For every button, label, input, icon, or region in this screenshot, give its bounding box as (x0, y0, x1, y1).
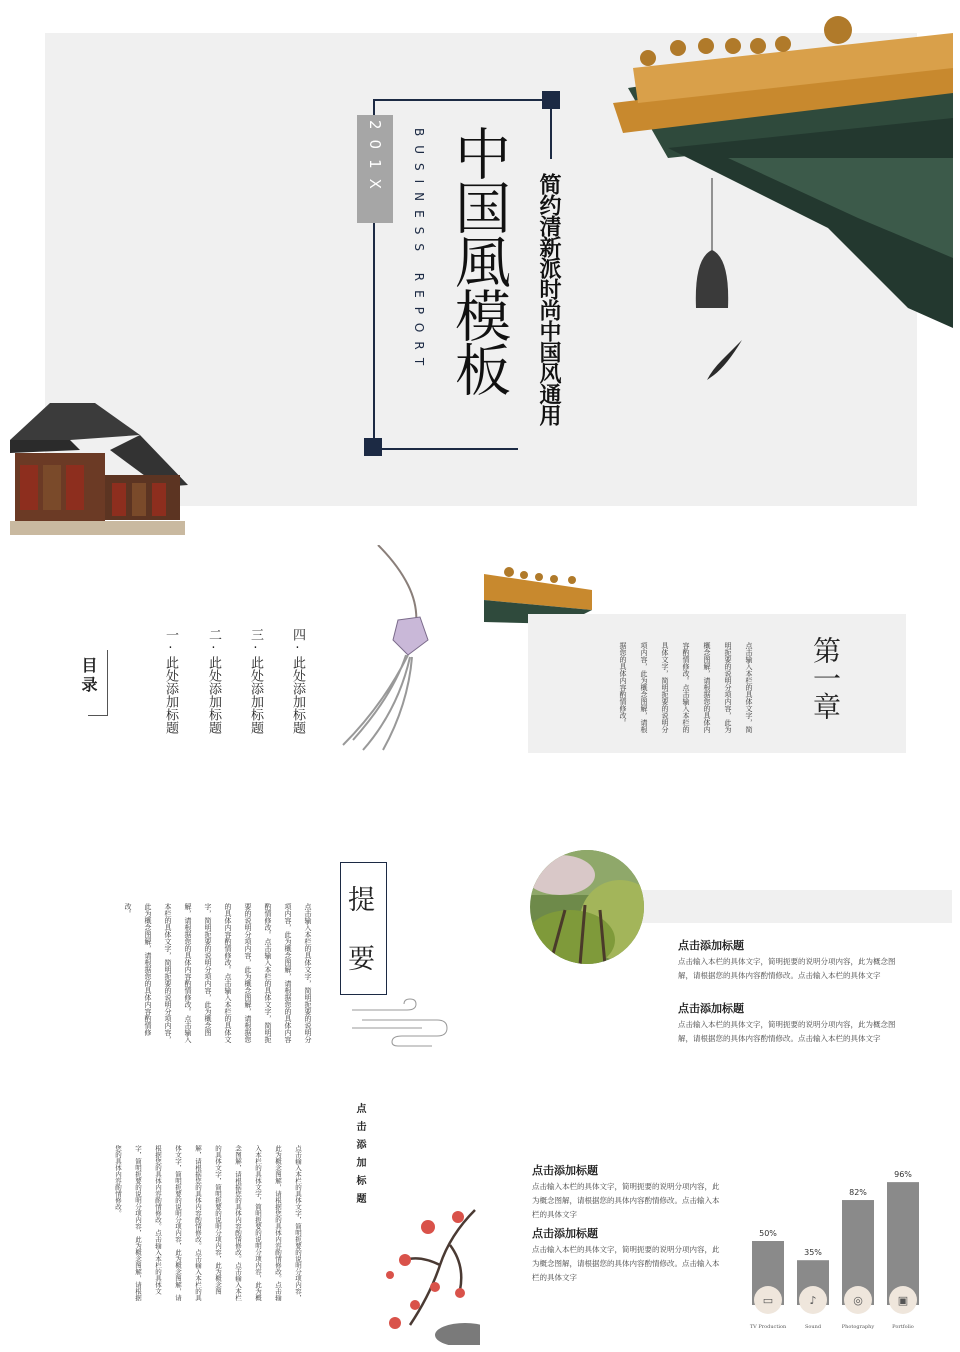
circle-item-1-text: 点击输入本栏的具体文字，简明扼要的说明分项内容，此为概念图解，请根据您的具体内容酌情修改。点击输入本栏的具体文字 (678, 957, 896, 980)
chart-item-2-text: 点击输入本栏的具体文字，简明扼要的说明分项内容，此为概念图解，请根据您的具体内容酌情修改。点击输入本栏的具体文字 (532, 1245, 720, 1282)
bar-category-label-2: Photography (841, 1324, 875, 1330)
frame-square-bottom (364, 438, 382, 456)
bar-value-label-3: 96% (894, 1170, 912, 1180)
chapter-title: 第一章 (809, 636, 842, 720)
cover-title: 中国風模板 (446, 125, 511, 395)
chart-item-2-title: 点击添加标题 (532, 1227, 598, 1240)
year-text: 201X (366, 120, 384, 199)
cloud-swirl-icon (352, 998, 462, 1048)
bar-category-label-0: TV Production (749, 1324, 787, 1330)
blossom-section-title: 点击添加标题 (354, 1103, 365, 1211)
bar-value-label-1: 35% (804, 1248, 822, 1258)
business-report-text: BUSINESS REPORT (412, 128, 426, 375)
frame-square-top (542, 91, 560, 109)
contents-item-2[interactable]: 二·此处添加标题 (206, 628, 221, 734)
blossom-tree-photo (530, 850, 645, 965)
tassel-pendant-image (338, 545, 438, 755)
bar-chart (740, 1155, 930, 1340)
tv-icon: ▭ (762, 1294, 774, 1307)
summary-title-char-2: 要 (348, 944, 375, 975)
bar-category-label-3: Portfolio (892, 1324, 914, 1330)
contents-bracket (88, 650, 108, 716)
bar-category-label-1: Sound (804, 1324, 822, 1330)
contents-item-3[interactable]: 三·此处添加标题 (248, 628, 263, 734)
roof-eave-image (608, 8, 953, 328)
circle-item-1-title: 点击添加标题 (678, 939, 744, 952)
chart-item-1-title: 点击添加标题 (532, 1164, 598, 1177)
bar-value-label-0: 50% (759, 1229, 777, 1238)
plum-blossom-image (380, 1205, 480, 1345)
contents-item-1[interactable]: 一·此处添加标题 (163, 628, 178, 734)
chart-item-1-text: 点击输入本栏的具体文字，简明扼要的说明分项内容，此为概念图解，请根据您的具体内容酌情修改。点击输入本栏的具体文字 (532, 1182, 720, 1219)
cover-frame-bottom (373, 448, 518, 450)
camera-icon: ◎ (853, 1294, 863, 1307)
bar-value-label-2: 82% (849, 1188, 867, 1198)
cover-subtitle: 简约清新派时尚中国风通用 (536, 173, 561, 425)
chapter-text: 点击输入本栏的具体文字，简明扼要的说明分项内容，此为概念图解，请根据您的具体内容酌情修改。点击输入本栏的具体文字，简明扼要的说明分项内容，此为概念图解，请根据您的具体内容酌情修改。 (619, 642, 753, 733)
summary-text: 点击输入本栏的具体文字，简明扼要的说明分项内容，此为概念图解，请根据您的具体内容酌情修改。点击输入本栏的具体文字，简明扼要的说明分项内容，此为概念图解，请根据您的具体内容酌情修改。点击输入本栏的具体文字，简明扼要的说明分项内容，此为概念图解，请根据您的具体内容酌情修改。点击输入本栏的具体文字，简明扼要的说明分项内容，此为概念图解，请根据您的具体内容酌情修改。 (124, 903, 312, 1043)
circle-item-2-title: 点击添加标题 (678, 1002, 744, 1015)
image-icon: ▣ (897, 1294, 909, 1307)
summary-title-char-1: 提 (348, 885, 375, 916)
temple-image (10, 395, 190, 540)
year-tag (357, 115, 393, 223)
contents-item-4[interactable]: 四·此处添加标题 (290, 628, 305, 734)
blossom-section-text: 点击输入本栏的具体文字，简明扼要的说明分项内容，此为概念图解，请根据您的具体内容酌情修改。点击输入本栏的具体文字，简明扼要的说明分项内容，此为概念图解，请根据您的具体内容酌情修改。点击输入本栏的具体文字，简明扼要的说明分项内容，此为概念图解，请根据您的具体内容酌情修改。点击输入本栏的具体文字，简明扼要的说明分项内容，此为概念图解，请根据您的具体内容酌情修改。点击输入本栏的具体文字，简明扼要的说明分项内容，此为概念图解，请根据您的具体内容酌情修改。 (114, 1145, 302, 1301)
circle-item-2-text: 点击输入本栏的具体文字，简明扼要的说明分项内容，此为概念图解，请根据您的具体内容酌情修改。点击输入本栏的具体文字 (678, 1020, 896, 1043)
microphone-icon: ♪ (809, 1294, 817, 1307)
fish-chime-icon (702, 335, 747, 385)
circle-section-band (640, 890, 952, 923)
cover-frame-top (373, 99, 551, 101)
contents-heading: 目录 (79, 657, 98, 695)
